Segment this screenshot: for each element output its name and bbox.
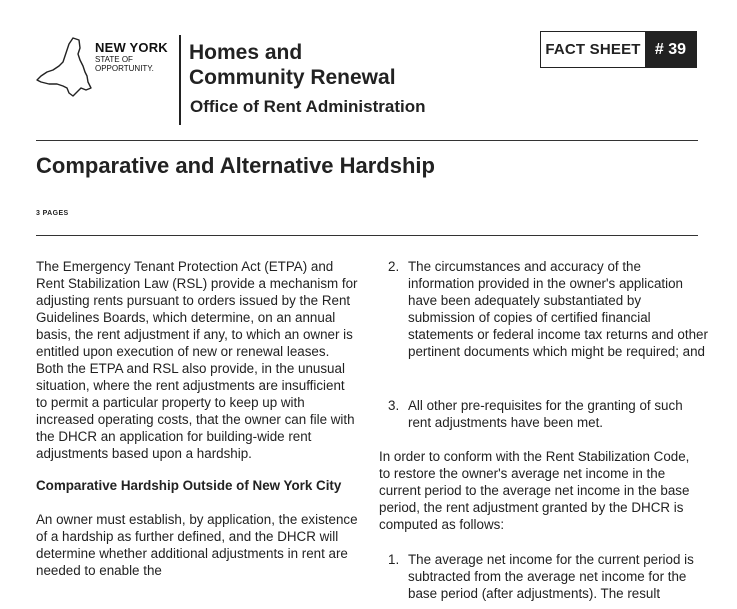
list-item-3-number: 3. <box>388 398 400 413</box>
title-rule <box>36 235 698 236</box>
fact-sheet-label: FACT SHEET <box>545 41 641 58</box>
intro-paragraph: The Emergency Tenant Protection Act (ETPA) and Rent Stabilization Law (RSL) provide a mechanism for adjusting rents pursuant to orders issued by the Rent Guidelines Boards, which determine, on an annual basis, the rent adjustment if any, to which an owner is entitled upon execution of new or renewal leases. Both the ETPA and RSL also provide, in the unusual situation, where the rent adjustments are insufficient to permit a particular property to keep up with increased operating costs, that the owner can file with the DHCR an application for building-wide rent adjustments based upon a hardship. <box>36 259 358 461</box>
list-item-1-text: The average net income for the current period is subtracted from the average net income for the base period (after adjustments). The result <box>408 552 694 601</box>
header-rule <box>36 140 698 141</box>
hardship-paragraph: An owner must establish, by application, the existence of a hardship as further defined, and the DHCR will determine whether additional adjustments in rent are needed to enable the <box>36 512 358 578</box>
fact-sheet-number: # 39 <box>645 32 696 67</box>
logo-text <box>95 41 168 73</box>
new-york-state-outline-icon <box>33 36 93 98</box>
list-item-2-text: The circumstances and accuracy of the information provided in the owner's application have been adequately substantiated by submission of copies of certified financial statements or federal income tax returns and other pertinent documents which might be required; and <box>408 259 708 359</box>
left-column <box>36 258 358 579</box>
nys-logo <box>33 36 173 98</box>
agency-name-line-1: Homes and <box>189 41 303 64</box>
agency-name <box>189 40 396 90</box>
section-subhead: Comparative Hardship Outside of New York City <box>36 478 342 493</box>
logo-line-2: STATE OF <box>95 55 133 64</box>
page-header <box>0 0 737 140</box>
list-item-1-number: 1. <box>388 552 400 567</box>
agency-name-line-2: Community Renewal <box>189 66 396 89</box>
office-name: Office of Rent Administration <box>190 97 426 116</box>
list-item-3-text: All other pre-requisites for the granting of such rent adjustments have been met. <box>408 398 683 430</box>
list-item-2-number: 2. <box>388 259 400 274</box>
header-divider <box>179 35 181 125</box>
logo-line-1: NEW YORK <box>95 40 168 55</box>
page-count: 3 PAGES <box>36 210 69 217</box>
fact-sheet-badge <box>540 31 697 68</box>
computation-paragraph <box>379 448 699 533</box>
logo-line-3: OPPORTUNITY. <box>95 64 154 73</box>
page-title: Comparative and Alternative Hardship <box>36 153 435 178</box>
computation-text: In order to conform with the Rent Stabilization Code, to restore the owner's average net income in the current period to the average net income in the base period, the rent adjustment granted by the DHCR is computed as follows: <box>379 449 690 532</box>
